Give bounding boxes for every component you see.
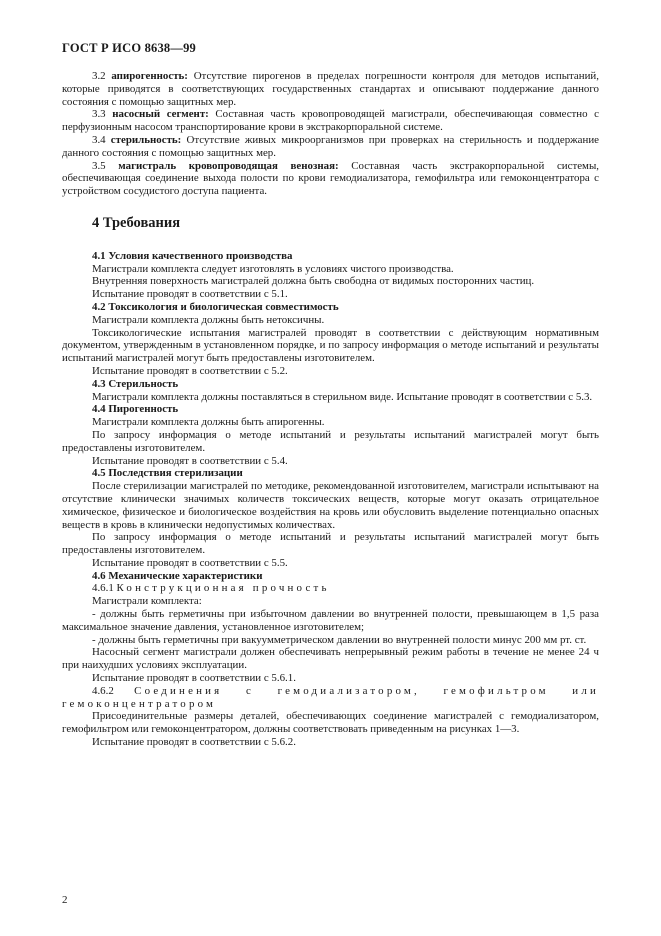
paragraph: По запросу информация о методе испытаний и результаты испытаний магистралей могут быть предоставлены изготовителем. [62,428,599,454]
subsection-4-6-2-title: 4.6.2 Соединения с гемодиализатором, гемофильтром или гемоконцентратором [62,684,599,710]
paragraph: Магистрали комплекта: [92,595,202,608]
paragraph: Магистрали комплекта следует изготовлять в условиях чистого производства. [92,262,454,275]
definition-term: магистраль кровопроводящая венозная: [118,159,339,172]
definition-term: насосный сегмент: [112,108,209,121]
subsection-4-4-title: 4.4 Пирогенность [92,403,179,416]
paragraph: Насосный сегмент магистрали должен обеспечивать непрерывный режим работы в течение не менее 24 ч при наихудших условиях эксплуатации. [62,646,599,672]
subsection-4-6-title: 4.6 Механические характеристики [92,569,263,582]
paragraph: Магистрали комплекта должны быть нетоксичны. [92,313,325,326]
document-header: ГОСТ Р ИСО 8638—99 [62,41,196,55]
subsection-4-1-title: 4.1 Условия качественного производства [92,249,293,262]
definition-3-4: 3.4 стерильность: Отсутствие живых микроорганизмов при проверках на стерильность и поддержание данного состояния с помощью защитных мер. [62,133,600,159]
paragraph: Внутренняя поверхность магистралей должна быть свободна от видимых посторонних частиц. [92,275,535,288]
section-4-title: 4 Требования [92,214,181,231]
definition-term: апирогенность: [111,70,188,82]
page-number: 2 [62,894,68,906]
paragraph: Испытание проводят в соответствии с 5.5. [92,556,288,569]
subsection-4-6-1-title: 4.6.1 Конструкционная прочность [92,582,330,595]
document-body [62,70,599,749]
list-item: - должны быть герметичны при избыточном давлении во внутренней полости, превышающем в 1,5 раза максимальное значение давления, установленное изготовителем; [62,608,599,633]
paragraph: Испытание проводят в соответствии с 5.4. [92,454,288,467]
subsection-4-5-title: 4.5 Последствия стерилизации [92,467,243,480]
definition-term: стерильность: [110,133,182,146]
list-item: - должны быть герметичны при вакуумметрическом давлении во внутренней полости минус 200 мм рт. ст. [92,633,587,646]
paragraph: Испытание проводят в соответствии с 5.2. [92,364,288,377]
paragraph: Испытание проводят в соответствии с 5.1. [92,288,288,301]
paragraph: Испытание проводят в соответствии с 5.6.1. [92,672,296,685]
subsection-4-2-title: 4.2 Токсикология и биологическая совместимость [92,300,339,313]
subsection-4-3-title: 4.3 Стерильность [92,377,179,390]
paragraph: По запросу информация о методе испытаний и результаты испытаний магистралей могут быть предоставлены изготовителем. [62,531,599,557]
paragraph: Токсикологические испытания магистралей проводят в соответствии с действующим нормативным документом, утвержденным в установленном порядке, и по запросу информация о методе испытаний и результаты испытаний магистралей могут быть предоставлены изготовителем. [62,326,599,365]
paragraph: Магистрали комплекта должны быть апирогенны. [92,416,325,429]
paragraph: Магистрали комплекта должны поставляться в стерильном виде. Испытание проводят в соответствии с 5.3. [92,390,593,403]
paragraph: Присоединительные размеры деталей, обеспечивающих соединение магистралей с гемодиализатором, гемофильтром или гемоконцентратором, должны соответствовать приведенным на рисунках 1—3. [62,710,599,736]
paragraph: Испытание проводят в соответствии с 5.6.2. [92,736,296,749]
definition-3-2: 3.2 апирогенность: Отсутствие пирогенов в пределах погрешности контроля для методов испытаний, которые приводятся в соответствующих государственных стандартах и описывают поддержание данного состояния с помощью защитных мер. [62,70,599,108]
definition-3-5: 3.5 магистраль кровопроводящая венозная: Составная часть экстракорпоральной системы, обеспечивающая соединение выхода полости по крови гемодиализатора, гемофильтра или гемоконцентратора с устройством сосудистого доступа пациента. [62,159,599,198]
paragraph: После стерилизации магистралей по методике, рекомендованной изготовителем, магистрали испытывают на отсутствие клинически значимых количеств токсических веществ, которые могут оказать отрицательное химическое, физическое и биологическое воздействия на кровь или обусловить выделение потенциально опасных веществ в кровь в клинически недопустимых количествах. [62,480,599,531]
definition-3-3: 3.3 насосный сегмент: Составная часть кровопроводящей магистрали, обеспечивающая совместно с перфузионным насосом транспортирование крови в экстракорпоральной системе. [62,108,599,134]
